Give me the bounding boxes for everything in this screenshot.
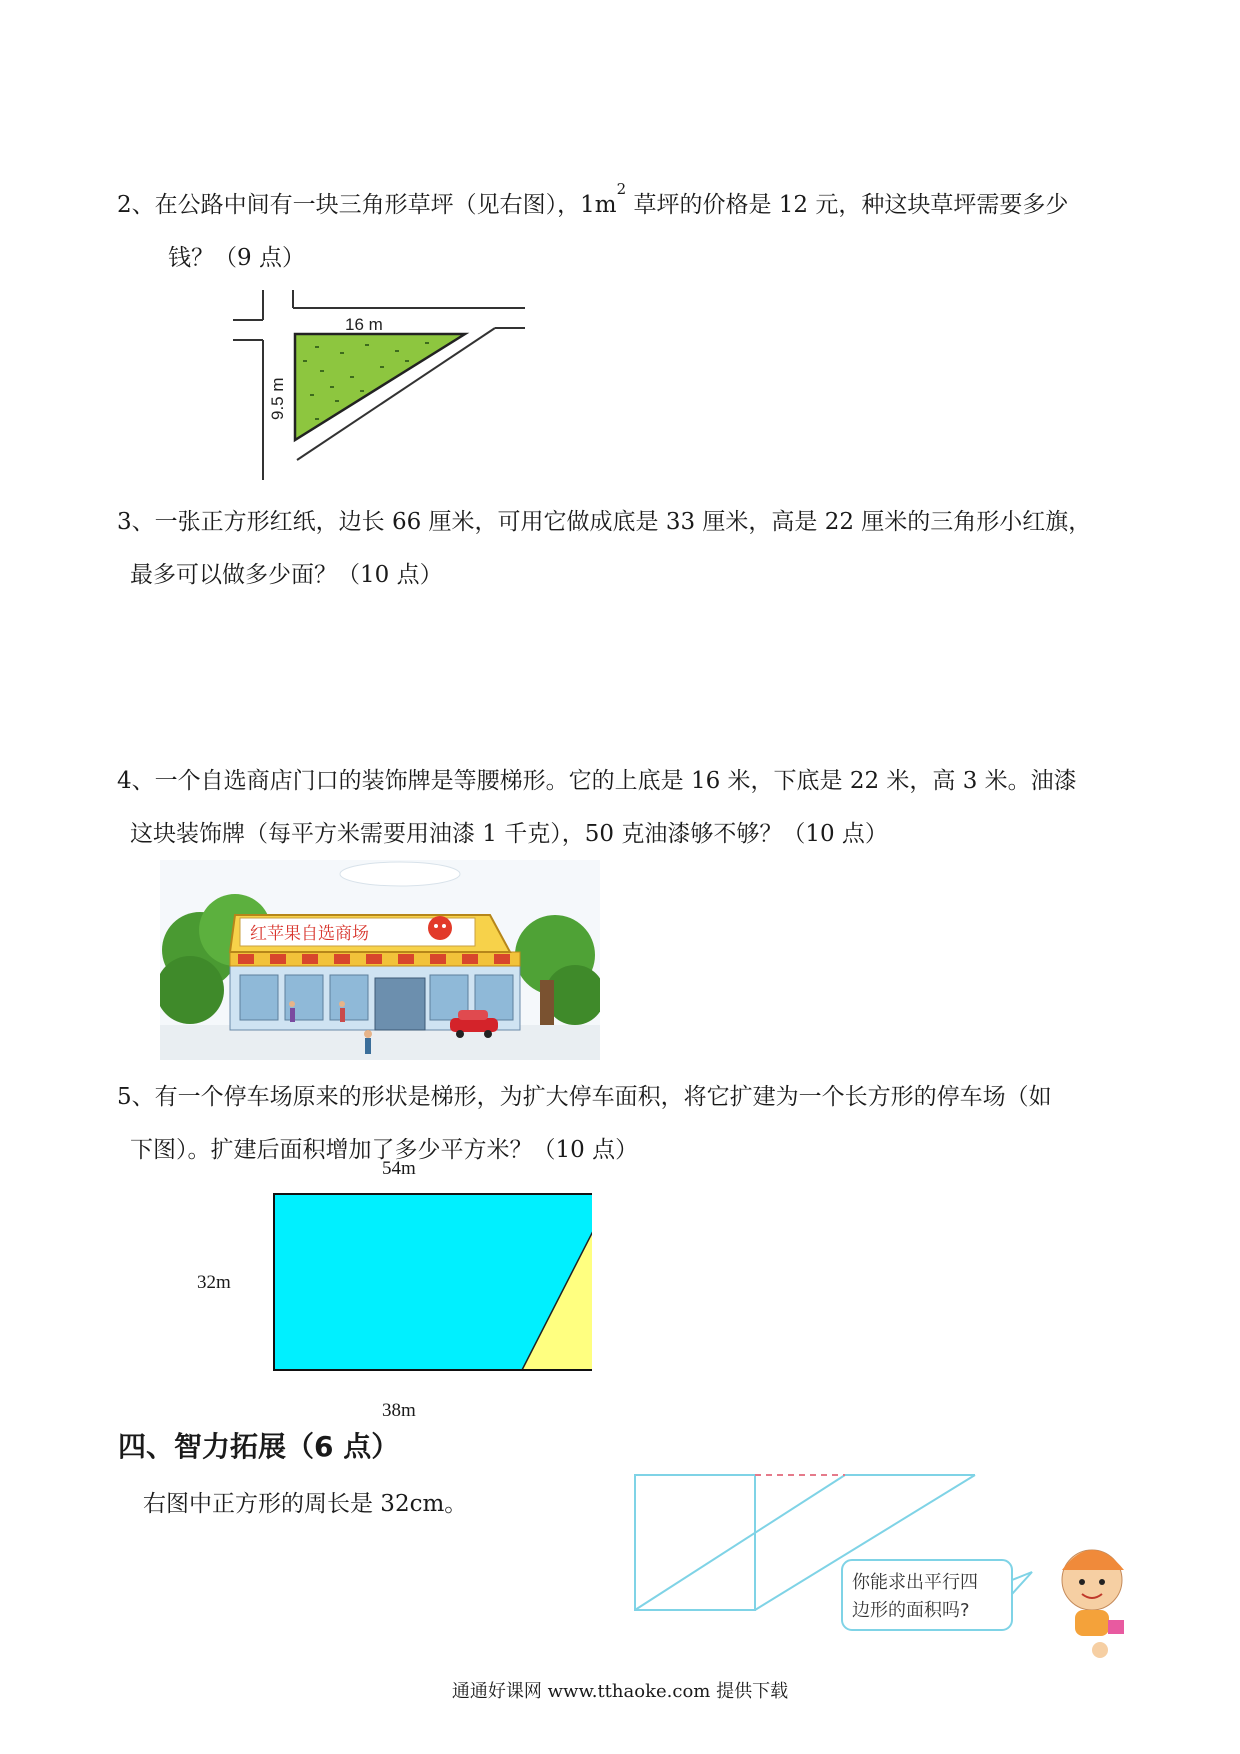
q5-bottom-label: 38m xyxy=(382,1400,416,1421)
section4-text: 右图中正方形的周长是 32cm。 xyxy=(143,1491,468,1517)
q5-line1: 5、有一个停车场原来的形状是梯形，为扩大停车面积，将它扩建为一个长方形的停车场（如 xyxy=(117,1084,1052,1110)
grass-triangle xyxy=(295,334,465,440)
q5-top-label: 54m xyxy=(382,1158,416,1179)
q5-side-label: 32m xyxy=(197,1272,231,1293)
q3-line1: 3、一张正方形红纸，边长 66 厘米，可用它做成底是 33 厘米，高是 22 厘米的三角形小红旗， xyxy=(117,509,1092,535)
q2-text-a: 2、 xyxy=(117,192,155,218)
q2-line1 xyxy=(117,180,1069,219)
girl-character xyxy=(1062,1550,1124,1658)
square-parallelogram-figure xyxy=(630,1470,1170,1660)
bubble-line1: 你能求出平行四 xyxy=(852,1572,978,1593)
q3-line2: 最多可以做多少面？（10 点） xyxy=(130,562,443,588)
section4-heading: 四、智力拓展（6 点） xyxy=(118,1430,400,1463)
q2-text-b: 草坪的价格是 12 元，种这块草坪需要多少 xyxy=(633,192,1069,218)
square xyxy=(635,1475,755,1610)
parking-lot-figure xyxy=(272,1192,592,1372)
q2-superscript: 2 xyxy=(616,180,627,198)
red-car xyxy=(450,1018,498,1032)
q5-line2: 下图）。扩建后面积增加了多少平方米？（10 点） xyxy=(130,1137,639,1163)
q2-side-label: 9.5 m xyxy=(268,377,287,420)
shop-illustration xyxy=(160,860,600,1060)
q4-line2: 这块装饰牌（每平方米需要用油漆 1 千克），50 克油漆够不够？（10 点） xyxy=(130,821,888,847)
footer-credit: 通通好课网 www.tthaoke.com 提供下载 xyxy=(451,1681,789,1702)
apple-mascot xyxy=(428,916,452,940)
bubble-line2: 边形的面积吗? xyxy=(852,1600,970,1621)
q2-top-label: 16 m xyxy=(345,315,383,334)
q2-text-a2: 在公路中间有一块三角形草坪（见右图），1m xyxy=(154,192,617,218)
road-triangle-figure xyxy=(225,290,525,480)
shop-sign-text: 红苹果自选商场 xyxy=(250,924,369,944)
q2-line2: 钱？（9 点） xyxy=(168,245,305,271)
q4-line1: 4、一个自选商店门口的装饰牌是等腰梯形。它的上底是 16 米，下底是 22 米，高 3 米。油漆 xyxy=(117,768,1077,794)
